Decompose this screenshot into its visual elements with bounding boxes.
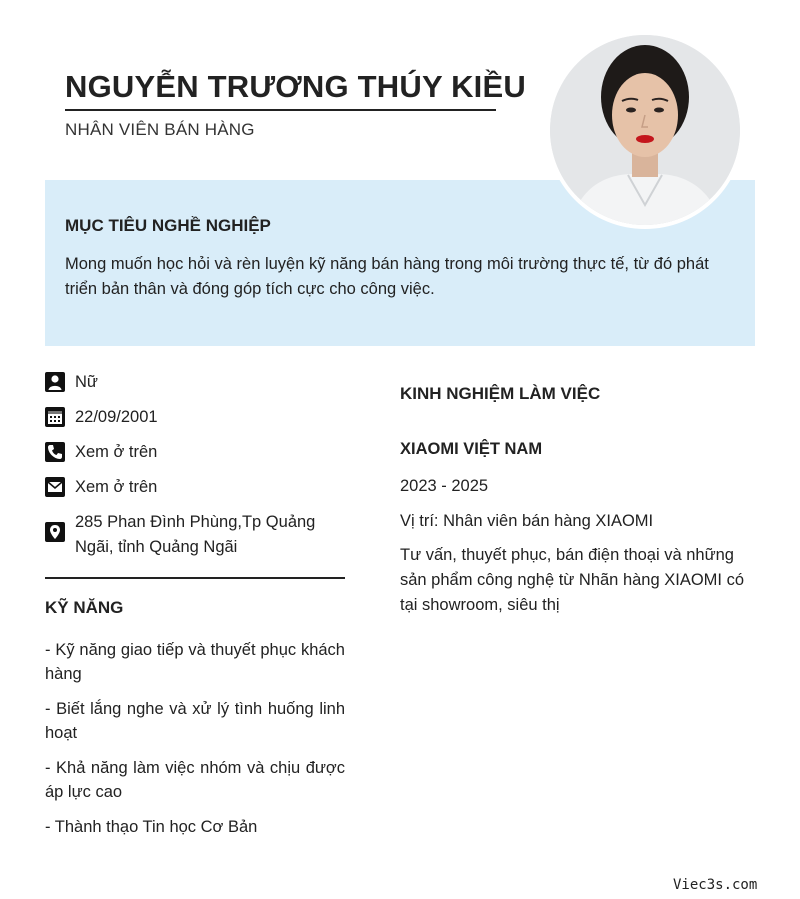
- info-birthdate-text: 22/09/2001: [75, 408, 158, 426]
- skills-title: KỸ NĂNG: [45, 598, 124, 617]
- location-icon: [45, 522, 65, 542]
- experience-position: Vị trí: Nhân viên bán hàng XIAOMI: [400, 512, 654, 530]
- info-email: [45, 475, 345, 500]
- name-underline: [65, 109, 496, 111]
- phone-icon: [45, 442, 65, 462]
- objective-text: Mong muốn học hỏi và rèn luyện kỹ năng bán hàng trong môi trường thực tế, từ đó phát triển bản thân và đóng góp tích cực cho công việc.: [65, 255, 709, 298]
- experience-company: XIAOMI VIỆT NAM: [400, 440, 543, 458]
- cv-header: [65, 66, 526, 140]
- watermark: Viec3s.com: [673, 877, 758, 893]
- calendar-icon: [45, 407, 65, 427]
- info-address: [45, 510, 345, 560]
- profile-photo-frame: [546, 31, 744, 229]
- skill-item: - Khả năng làm việc nhóm và chịu được áp lực cao: [45, 759, 345, 801]
- skill-item: - Biết lắng nghe và xử lý tình huống linh hoạt: [45, 700, 345, 742]
- info-phone: [45, 440, 345, 465]
- job-title: NHÂN VIÊN BÁN HÀNG: [65, 120, 255, 139]
- skill-item: - Kỹ năng giao tiếp và thuyết phục khách hàng: [45, 641, 345, 683]
- profile-photo: [550, 35, 740, 225]
- section-divider: [45, 577, 345, 579]
- skill-item: - Thành thạo Tin học Cơ Bản: [45, 818, 258, 836]
- info-phone-text: Xem ở trên: [75, 443, 158, 461]
- info-gender: [45, 370, 345, 395]
- experience-period: 2023 - 2025: [400, 477, 489, 495]
- personal-info-list: [45, 370, 345, 560]
- experience-description: Tư vấn, thuyết phục, bán điện thoại và những sản phẩm công nghệ từ Nhãn hàng XIAOMI có tại showroom, siêu thị: [400, 546, 745, 614]
- candidate-name: NGUYỄN TRƯƠNG THÚY KIỀU: [65, 69, 526, 104]
- objective-title: MỤC TIÊU NGHỀ NGHIỆP: [65, 216, 271, 235]
- info-email-text: Xem ở trên: [75, 478, 158, 496]
- info-address-text: 285 Phan Đình Phùng,Tp Quảng Ngãi, tỉnh Quảng Ngãi: [75, 513, 316, 556]
- skills-list: [45, 638, 345, 850]
- info-birthdate: [45, 405, 345, 430]
- mail-icon: [45, 477, 65, 497]
- experience-title: KINH NGHIỆM LÀM VIỆC: [400, 384, 601, 403]
- person-icon: [45, 372, 65, 392]
- info-gender-text: Nữ: [75, 373, 98, 391]
